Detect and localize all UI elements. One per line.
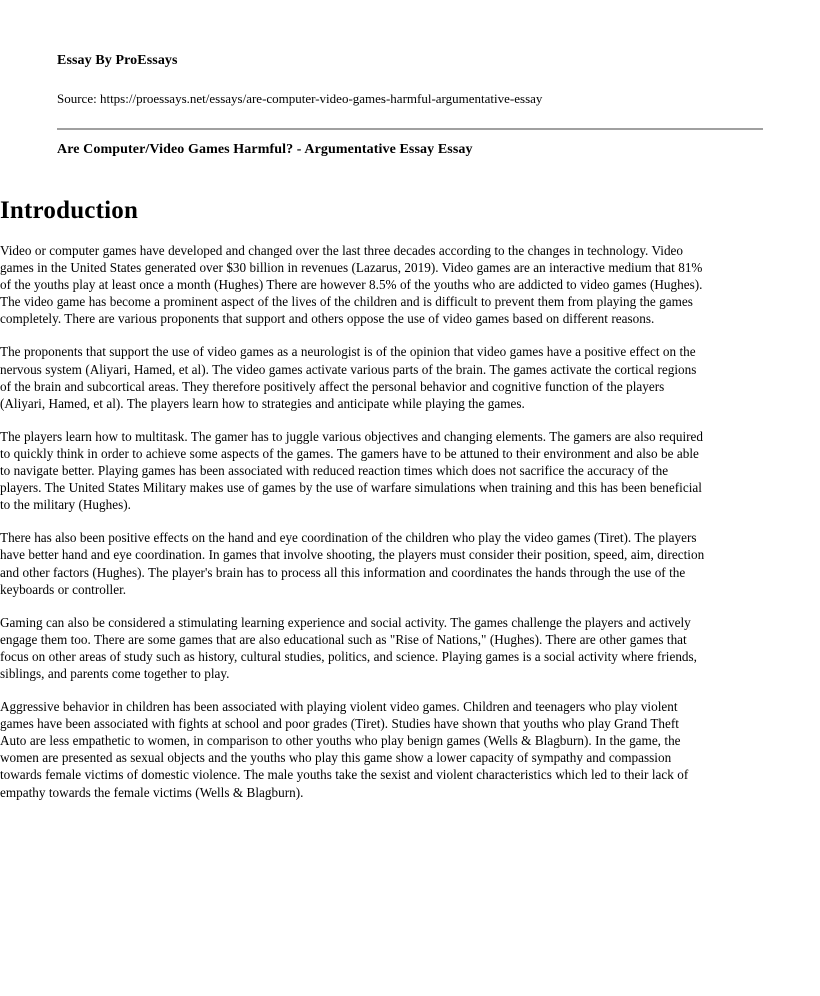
body-paragraph: The proponents that support the use of video games as a neurologist is of the opinion that video games have a positive effect on the nervous system (Aliyari, Hamed, et al). The video games activate various parts of the brain. The games activate the cortical regions of the brain and subcortical areas. They therefore positively affect the personal behavior and cognitive function of the players (Aliyari, Hamed, et al). The players learn how to strategies and anticipate while playing the games.	[0, 344, 697, 411]
source-url-line: Source: https://proessays.net/essays/are-computer-video-games-harmful-argumentative-essay	[57, 91, 543, 106]
body-paragraph: Video or computer games have developed and changed over the last three decades according to the changes in technology. Video games in the United States generated over $30 billion in revenues (Lazarus, 2019). Video games are an interactive medium that 81% of the youths play at least once a month (Hughes) There are however 8.5% of the youths who are addicted to video games (Hughes). The video game has become a prominent aspect of the lives of the children and is difficult to prevent them from playing the games completely. There are various proponents that support and others oppose the use of video games based on different reasons.	[0, 243, 703, 327]
body-paragraph: Aggressive behavior in children has been associated with playing violent video games. Children and teenagers who play violent games have been associated with fights at school and poor grades (Tiret). Studies have shown that youths who play Grand Theft Auto are less empathetic to women, in comparison to other youths who play benign games (Wells & Blagburn). In the game, the women are presented as sexual objects and the youths who play this game show a lower capacity of sympathy and compassion towards female victims of domestic violence. The male youths take the sexist and violent characteristics which led to their lack of empathy towards the female victims (Wells & Blagburn).	[0, 699, 689, 800]
brand-title: Essay By ProEssays	[57, 53, 178, 68]
body-paragraph: There has also been positive effects on the hand and eye coordination of the children who play the video games (Tiret). The players have better hand and eye coordination. In games that involve shooting, the players must consider their position, speed, aim, direction and other factors (Hughes). The player's brain has to process all this information and coordinates the hands through the use of the keyboards or controller.	[0, 530, 705, 597]
body-paragraph: The players learn how to multitask. The gamer has to juggle various objectives and changing elements. The gamers are also required to quickly think in order to achieve some aspects of the games. The gamers have to be attuned to their environment and also be able to navigate better. Playing games has been associated with reduced reaction times which does not sacrifice the accuracy of the players. The United States Military makes use of games by the use of warfare simulations when training and this has been beneficial to the military (Hughes).	[0, 428, 703, 513]
body-paragraph: Gaming can also be considered a stimulating learning experience and social activity. The games challenge the players and actively engage them too. There are some games that are also educational such as "Rise of Nations," (Hughes). There are other games that focus on other areas of study such as history, cultural studies, politics, and science. Playing games is a social activity where friends, siblings, and parents come together to play.	[0, 614, 697, 681]
header-divider	[57, 128, 763, 130]
page-title: Are Computer/Video Games Harmful? - Argumentative Essay Essay	[57, 142, 473, 157]
document-header	[57, 0, 763, 157]
section-heading-introduction: Introduction	[0, 197, 139, 224]
document-body	[0, 196, 706, 801]
